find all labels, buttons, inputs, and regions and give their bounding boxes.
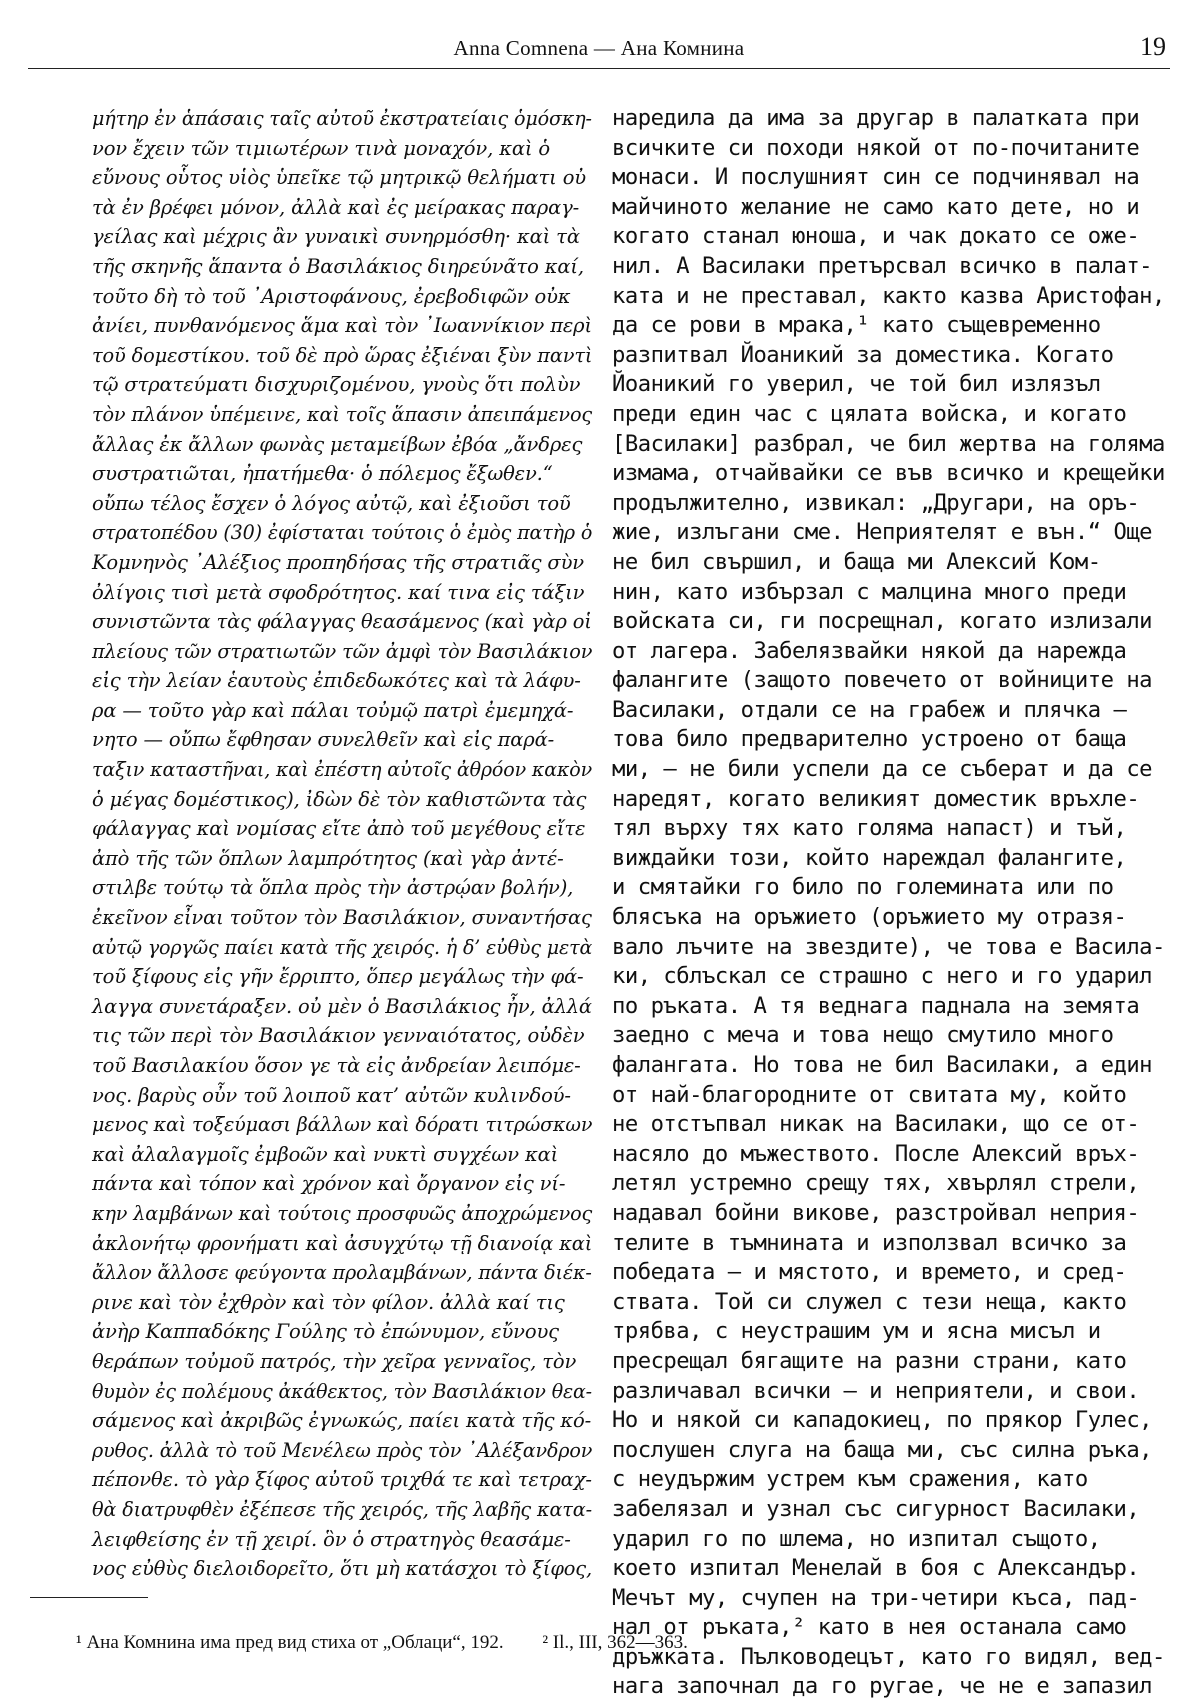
- bulgarian-text-line: от най-благородните от свитата му, който: [612, 1081, 1127, 1108]
- greek-text-line: θεράπων τοὐμοῦ πατρός, τὴν χεῖρα γενναῖος, τὸν: [92, 1349, 577, 1373]
- greek-text-line: ρινε καὶ τὸν ἐχθρὸν καὶ τὸν φίλον. ἀλλὰ καί τις: [92, 1290, 565, 1314]
- bulgarian-text-line: летял устремно срещу тях, хвърлял стрели,: [612, 1170, 1140, 1197]
- greek-text-line: λαγγα συνετάραξεν. οὐ μὲν ὁ Βασιλάκιος ἦν, ἀλλά: [92, 994, 592, 1018]
- greek-text-line: ἄλλας ἐκ ἄλλων φωνὰς μεταμείβων ἐβόα „ἄνδρες: [92, 432, 583, 456]
- greek-text-line: πλείους τῶν στρατιωτῶν τῶν ἀμφὶ τὸν Βασιλάκιον: [92, 639, 593, 663]
- bulgarian-text-line: наредила да има за другар в палатката при: [612, 105, 1140, 131]
- greek-text-line: πέπονθε. τὸ γὰρ ξίφος αὐτοῦ τριχθά τε καὶ τετραχ-: [92, 1468, 592, 1492]
- greek-text-line: ἀνίει, πυνθανόμενος ἅμα καὶ τὸν ᾿Ιωαννίκιον περὶ: [92, 314, 592, 338]
- greek-text-line: νος. βαρὺς οὖν τοῦ λοιποῦ κατ’ αὐτῶν κυλινδού-: [92, 1083, 571, 1107]
- bulgarian-text-line: когато станал юноша, и чак докато се оже-: [612, 223, 1140, 250]
- footnotes: [76, 1632, 722, 1654]
- bulgarian-text-line: [Василаки] разбрал, че бил жертва на голяма: [612, 430, 1165, 457]
- greek-text-line: θὰ διατρυφθὲν ἐξέπεσε τῆς χειρός, τῆς λαβῆς κατα-: [92, 1497, 592, 1521]
- greek-text-line: μήτηρ ἐν ἁπάσαις ταῖς αὐτοῦ ἐκστρατείαις ὁμόσκη-: [92, 107, 592, 130]
- bulgarian-text-line: ки, сблъскал се страшно с него и го ударил: [612, 963, 1153, 990]
- greek-text-line: εὔνους οὗτος υἱὸς ὑπεῖκε τῷ μητρικῷ θελήματι οὐ: [92, 166, 587, 190]
- greek-text-line: τις τῶν περὶ τὸν Βασιλάκιον γενναιότατος, οὐδὲν: [92, 1024, 585, 1048]
- greek-text-line: ὁ μέγας δομέστικος), ἰδὼν δὲ τὸν καθιστῶντα τὰς: [92, 787, 587, 811]
- greek-text-line: μενος καὶ τοξεύμασι βάλλων καὶ δόρατι τιτρώσκων: [92, 1113, 593, 1137]
- bulgarian-text-line: заедно с меча и това нещо смутило много: [612, 1022, 1114, 1049]
- bulgarian-text-line: нил. А Василаки претърсвал всичко в палат-: [612, 252, 1153, 279]
- bulgarian-text-line: дръжката. Пълководецът, като го видял, вед-: [612, 1643, 1165, 1670]
- bulgarian-text-line: вало лъчите на звездите), че това е Васила-: [612, 933, 1165, 960]
- bulgarian-text-line: нага започнал да го ругае, че не е запазил: [612, 1673, 1153, 1700]
- page-header: [28, 30, 1170, 69]
- bulgarian-text-line: по ръката. А тя веднага паднала на земята: [612, 992, 1140, 1019]
- greek-text-line: καὶ ἀλαλαγμοῖς ἐμβοῶν καὶ νυκτὶ συγχέων καὶ: [92, 1142, 559, 1166]
- bulgarian-text-line: различавал всички — и неприятели, и свои.: [612, 1377, 1140, 1404]
- bulgarian-text-line: виждайки този, който нареждал фалангите,: [612, 844, 1127, 871]
- greek-text-line: τοῦ ξίφους εἰς γῆν ἔρριπτο, ὅπερ μεγάλως τὴν φά-: [92, 965, 584, 989]
- greek-text-line: θυμὸν ἐς πολέμους ἀκάθεκτος, τὸν Βασιλάκιον θεα-: [92, 1379, 592, 1403]
- bulgarian-text-line: надавал бойни викове, разстройвал неприя-: [612, 1199, 1140, 1226]
- greek-text-line: ταξιν καταστῆναι, καὶ ἐπέστη αὐτοῖς ἀθρόον κακὸν: [92, 758, 593, 782]
- greek-text-line: ρα — τοῦτο γὰρ καὶ πάλαι τοὐμῷ πατρὶ ἐμεμηχά-: [92, 698, 574, 722]
- bulgarian-text-line: не бил свършил, и баща ми Алексий Ком-: [612, 548, 1101, 575]
- greek-text-line: λειφθείσης ἐν τῇ χειρί. ὃν ὁ στρατηγὸς θεασάμε-: [92, 1527, 571, 1551]
- greek-text-line: κην λαμβάνων καὶ τούτοις προσφυῶς ἀποχρώμενος: [92, 1201, 593, 1225]
- bulgarian-text-line: войската си, ги посрещнал, когато излизали: [612, 608, 1153, 635]
- greek-text-line: σάμενος καὶ ἀκριβῶς ἐγνωκώς, παίει κατὰ τῆς κό-: [92, 1409, 592, 1433]
- bulgarian-translation-column: [612, 104, 1174, 1702]
- greek-text-line: στρατοπέδου (30) ἐφίσταται τούτοις ὁ ἐμὸς πατὴρ ὁ: [92, 521, 593, 545]
- bulgarian-text-line: послушен слуга на баща ми, със силна ръка,: [612, 1436, 1153, 1463]
- bulgarian-text-line: майчиното желание не само като дете, но и: [612, 193, 1140, 220]
- bulgarian-text-line: победата — и мястото, и времето, и сред-: [612, 1259, 1127, 1286]
- greek-text-line: ἀνὴρ Καππαδόκης Γούλης τὸ ἐπώνυμον, εὔνους: [92, 1320, 559, 1344]
- greek-text-line: ἀπὸ τῆς τῶν ὅπλων λαμπρότητος (καὶ γὰρ ἀντέ-: [92, 846, 564, 870]
- footnote-1: ¹ Ана Комнина има пред вид стиха от „Облаци“, 192.: [76, 1632, 504, 1653]
- greek-text-line: τοῦ Βασιλακίου ὅσον γε τὰ εἰς ἀνδρείαν λειπόμε-: [92, 1054, 581, 1077]
- bulgarian-text-line: пресрещал бягащите на разни страни, като: [612, 1347, 1127, 1374]
- greek-text-line: ρυθος. ἀλλὰ τὸ τοῦ Μενέλεω πρὸς τὸν ᾿Αλέξανδρον: [92, 1438, 593, 1462]
- greek-text-line: τῷ στρατεύματι δισχυριζομένου, γνοὺς ὅτι πολὺν: [92, 373, 581, 397]
- greek-text-line: εἰς τὴν λείαν ἑαυτοὺς ἐπιδεδωκότες καὶ τὰ λάφυ-: [92, 669, 581, 693]
- greek-text-line: ὀλίγοις τισὶ μετὰ σφοδρότητος. καί τινα εἰς τάξιν: [92, 580, 585, 604]
- footnote-2: ² Il., III, 362—363.: [542, 1632, 688, 1653]
- greek-text-line: οὔπω τέλος ἔσχεν ὁ λόγος αὐτῷ, καὶ ἐξιοῦσι τοῦ: [92, 491, 571, 515]
- greek-text-line: συνιστῶντα τὰς φάλαγγας θεασάμενος (καὶ γὰρ οἱ: [92, 610, 592, 634]
- bulgarian-text-line: продължително, извикал: „Другари, на оръ-: [612, 489, 1140, 516]
- footnote-divider: [30, 1597, 148, 1598]
- bulgarian-text-line: ствата. Той си служел с тези неща, както: [612, 1288, 1127, 1315]
- page-number: 19: [1140, 32, 1166, 61]
- bulgarian-text-line: не отстъпвал никак на Василаки, що се от-: [612, 1111, 1140, 1138]
- bulgarian-text-line: Мечът му, счупен на три-четири къса, пад-: [612, 1584, 1140, 1611]
- greek-text-line: νος εὐθὺς διελοιδορεῖτο, ὅτι μὴ κατάσχοι τὸ ξίφος,: [92, 1557, 592, 1581]
- greek-text-line: ἐκεῖνον εἶναι τοῦτον τὸν Βασιλάκιον, συναντήσας: [92, 906, 592, 930]
- bulgarian-text-line: фалангите (защото повечето от войниците на: [612, 667, 1153, 694]
- greek-text-line: γείλας καὶ μέχρις ἂν γυναικὶ συνηρμόσθη· καὶ τὰ: [92, 225, 580, 249]
- bulgarian-text-line: което изпитал Менелай в боя с Александър.: [612, 1555, 1140, 1582]
- bulgarian-text-line: монаси. И послушният син се подчинявал на: [612, 164, 1140, 191]
- greek-text-line: τὸν πλάνον ὑπέμεινε, καὶ τοῖς ἅπασιν ἀπειπάμενος: [92, 402, 593, 426]
- bulgarian-text-line: жие, излъгани сме. Неприятелят е вън.“ Още: [612, 519, 1153, 546]
- bulgarian-text-line: нал от ръката,² като в нея останала само: [612, 1614, 1127, 1641]
- bulgarian-text-line: разпитвал Йоаникий за доместика. Когато: [612, 341, 1114, 368]
- bulgarian-text-line: нин, като избързал с малцина много преди: [612, 578, 1127, 605]
- greek-text-line: αὐτῷ γοργῶς παίει κατὰ τῆς χειρός. ἡ δ’ εὐθὺς μετὰ: [92, 935, 593, 959]
- bulgarian-text-line: измама, отчайвайки се във всичко и крещейки: [612, 460, 1165, 487]
- bulgarian-text-line: с неудържим устрем към сражения, като: [612, 1466, 1088, 1493]
- greek-text-line: φάλαγγας καὶ νομίσας εἴτε ἀπὸ τοῦ μεγέθους εἴτε: [92, 817, 586, 841]
- running-title: Anna Comnena — Ана Комнина: [453, 36, 745, 60]
- bulgarian-text-line: и смятайки го било по големината или по: [612, 874, 1114, 901]
- bulgarian-text-line: насяло до мъжеството. После Алексий връх-: [612, 1140, 1140, 1167]
- greek-text-line: ἄλλον ἄλλοσε φεύγοντα προλαμβάνων, πάντα διέκ-: [92, 1261, 592, 1285]
- greek-text-line: τὰ ἐν βρέφει μόνον, ἀλλὰ καὶ ἐς μείρακας παραγ-: [92, 195, 580, 219]
- bulgarian-text-line: фалангата. Но това не бил Василаки, а един: [612, 1052, 1153, 1078]
- bulgarian-text-line: от лагера. Забелязвайки някой да нарежда: [612, 637, 1127, 664]
- greek-text-column: [92, 104, 592, 1584]
- bulgarian-text-line: Василаки, отдали се на грабеж и плячка —: [612, 696, 1127, 723]
- greek-text-line: πάντα καὶ τόπον καὶ χρόνον καὶ ὄργανον εἰς νί-: [92, 1172, 566, 1196]
- bulgarian-text-line: наредят, когато великият доместик връхле-: [612, 785, 1140, 812]
- bulgarian-text-line: Но и някой си кападокиец, по прякор Гулес,: [612, 1407, 1153, 1434]
- greek-text-line: στιλβε τούτῳ τὰ ὅπλα πρὸς τὴν ἀστρῴαν βολήν),: [92, 876, 574, 900]
- bulgarian-text-line: да се рови в мрака,¹ като същевременно: [612, 312, 1101, 339]
- bulgarian-text-line: преди един час с цялата войска, и когато: [612, 400, 1127, 427]
- bulgarian-text-line: забелязал и узнал със сигурност Василаки,: [612, 1495, 1140, 1522]
- bulgarian-text-line: всичките си походи някой от по-почитаните: [612, 134, 1140, 161]
- greek-text-line: Κομνηνὸς ᾿Αλέξιος προπηδήσας τῆς στρατιᾶς σὺν: [92, 550, 584, 574]
- bulgarian-text-line: тял върху тях като голяма напаст) и тъй,: [612, 815, 1127, 842]
- greek-text-line: νητο — οὔπω ἔφθησαν συνελθεῖν καὶ εἰς παρά-: [92, 728, 555, 752]
- bulgarian-text-line: блясъка на оръжието (оръжието му отразя-: [612, 904, 1127, 931]
- bulgarian-text-line: трябва, с неустрашим ум и ясна мисъл и: [612, 1318, 1101, 1345]
- bulgarian-text-line: ката и не преставал, както казва Аристофан,: [612, 282, 1165, 309]
- greek-text-line: τοῦτο δὴ τὸ τοῦ ᾿Αριστοφάνους, ἐρεβοδιφῶν οὐκ: [92, 284, 571, 308]
- greek-text-line: ἀκλονήτῳ φρονήματι καὶ ἀσυγχύτῳ τῇ διανοίᾳ καὶ: [92, 1231, 593, 1255]
- bulgarian-text-line: ударил го по шлема, но изпитал същото,: [612, 1525, 1101, 1552]
- bulgarian-text-line: това било предварително устроено от баща: [612, 726, 1127, 753]
- bulgarian-text-line: Йоаникий го уверил, че той бил излязъл: [612, 371, 1101, 398]
- greek-text-line: νον ἔχειν τῶν τιμιωτέρων τινὰ μοναχόν, καὶ ὁ: [92, 136, 550, 160]
- greek-text-line: τῆς σκηνῆς ἅπαντα ὁ Βασιλάκιος διηρεύνᾶτο καί,: [92, 254, 584, 278]
- bulgarian-text-line: ми, — не били успели да се съберат и да се: [612, 756, 1153, 783]
- greek-text-line: τοῦ δομεστίκου. τοῦ δὲ πρὸ ὥρας ἐξιέναι ξὺν παντὶ: [92, 343, 593, 367]
- greek-text-line: συστρατιῶται, ἠπατήμεθα· ὁ πόλεμος ἔξωθεν.“: [92, 462, 553, 486]
- bulgarian-text-line: телите в тъмнината и използвал всичко за: [612, 1229, 1127, 1256]
